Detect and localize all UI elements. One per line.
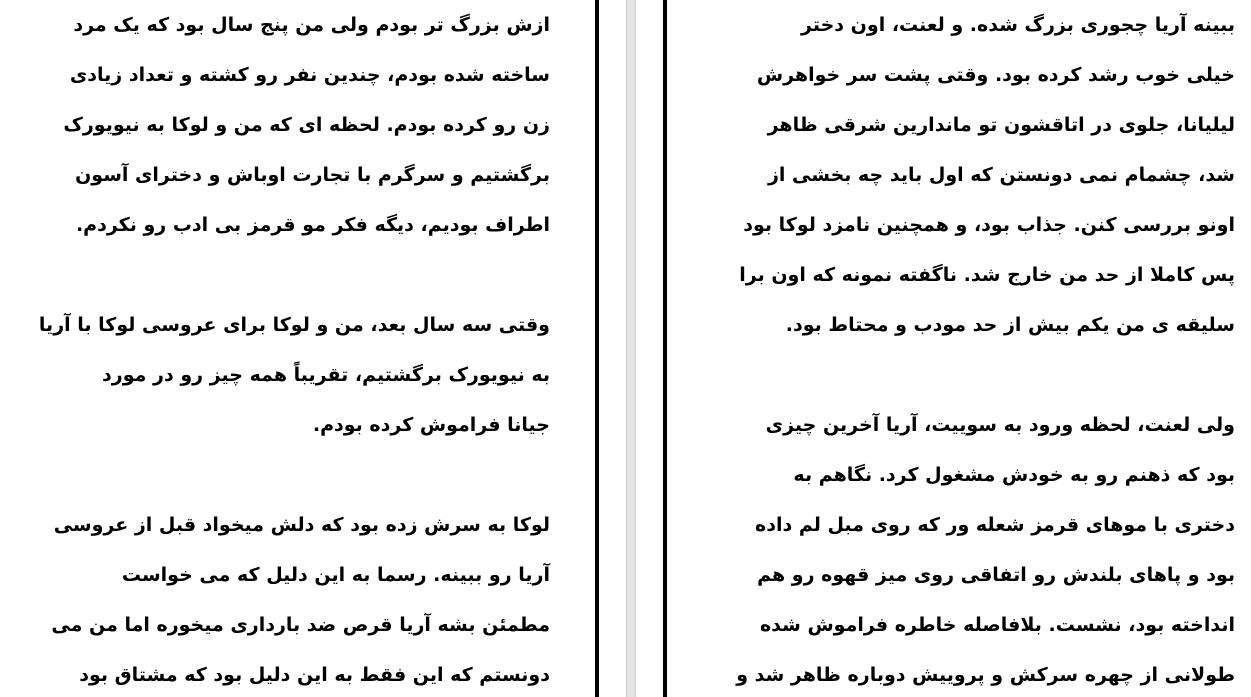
text-line: بود و پاهای بلندش رو اتفاقی روی میز قهوه رو هم — [757, 564, 1235, 586]
paragraph — [50, 0, 550, 250]
paragraph-gap — [50, 450, 550, 500]
page-divider — [626, 0, 636, 697]
text-line: آریا رو ببینه. رسما به این دلیل که می خواست — [121, 564, 550, 586]
text-line: جیانا فراموش کرده بودم. — [312, 414, 550, 436]
text-line: اونو بررسی کنن. جذاب بود، و همچنین نامزد لوکا بود — [743, 214, 1235, 236]
paragraph — [50, 500, 550, 697]
text-line: دختری با موهای قرمز شعله ور که روی مبل لم داده — [754, 514, 1235, 536]
text-line: سلیقه ی من یکم بیش از حد مودب و محتاط بود. — [785, 314, 1235, 336]
text-line: به نیویورک برگشتیم، تقریباً همه چیز رو در مورد — [102, 364, 550, 386]
paragraph — [735, 400, 1235, 697]
paragraph — [735, 0, 1235, 350]
text-line: زن رو کرده بودم. لحظه ای که من و لوکا به نیویورک — [63, 114, 550, 136]
text-line: دونستم که این فقط به این دلیل بود که مشتاق بود — [79, 664, 550, 686]
text-line: شد، چشمام نمی دونستن که اول باید چه بخشی از — [767, 164, 1235, 186]
text-line: مطمئن بشه آریا قرص ضد بارداری میخوره اما من می — [51, 614, 550, 636]
text-line: ببینه آریا چجوری بزرگ شده. و لعنت، اون دختر — [801, 14, 1235, 36]
text-line: لوکا به سرش زده بود که دلش میخواد قبل از عروسی — [53, 514, 550, 536]
left-page-text — [38, 0, 550, 697]
right-page-text — [735, 0, 1235, 697]
page-gutter — [599, 0, 663, 697]
text-line: وقتی سه سال بعد، من و لوکا برای عروسی لوکا با آریا — [38, 314, 550, 336]
text-line: انداخته بود، نشست. بلافاصله خاطره فراموش شده — [759, 614, 1235, 636]
text-line: ازش بزرگ تر بودم ولی من پنج سال بود که یک مرد — [73, 14, 550, 36]
text-line: ساخته شده بودم، چندین نفر رو کشته و تعداد زیادی — [69, 64, 550, 86]
text-line: اطراف بودیم، دیگه فکر مو قرمز بی ادب رو نکردم. — [75, 214, 550, 236]
paragraph-gap — [50, 250, 550, 300]
left-page — [0, 0, 595, 697]
text-line: پس کاملا از حد من خارج شد. ناگفته نمونه که اون برا — [739, 264, 1235, 286]
text-line: ولی لعنت، لحظه ورود به سوییت، آریا آخرین چیزی — [765, 414, 1235, 436]
paragraph — [38, 300, 550, 450]
right-page — [667, 0, 1251, 697]
text-line: بود که ذهنم رو به خودش مشغول کرد. نگاهم به — [793, 464, 1235, 486]
text-line: طولانی از چهره سرکش و پروییش دوباره ظاهر شد و — [736, 664, 1235, 686]
text-line: برگشتیم و سرگرم با تجارت اوباش و دخترای آسون — [75, 164, 550, 186]
text-line: لیلیانا، جلوی در اتاقشون تو ماندارین شرقی ظاهر — [767, 114, 1235, 136]
text-line: خیلی خوب رشد کرده بود. وقتی پشت سر خواهرش — [756, 64, 1235, 86]
paragraph-gap — [735, 350, 1235, 400]
